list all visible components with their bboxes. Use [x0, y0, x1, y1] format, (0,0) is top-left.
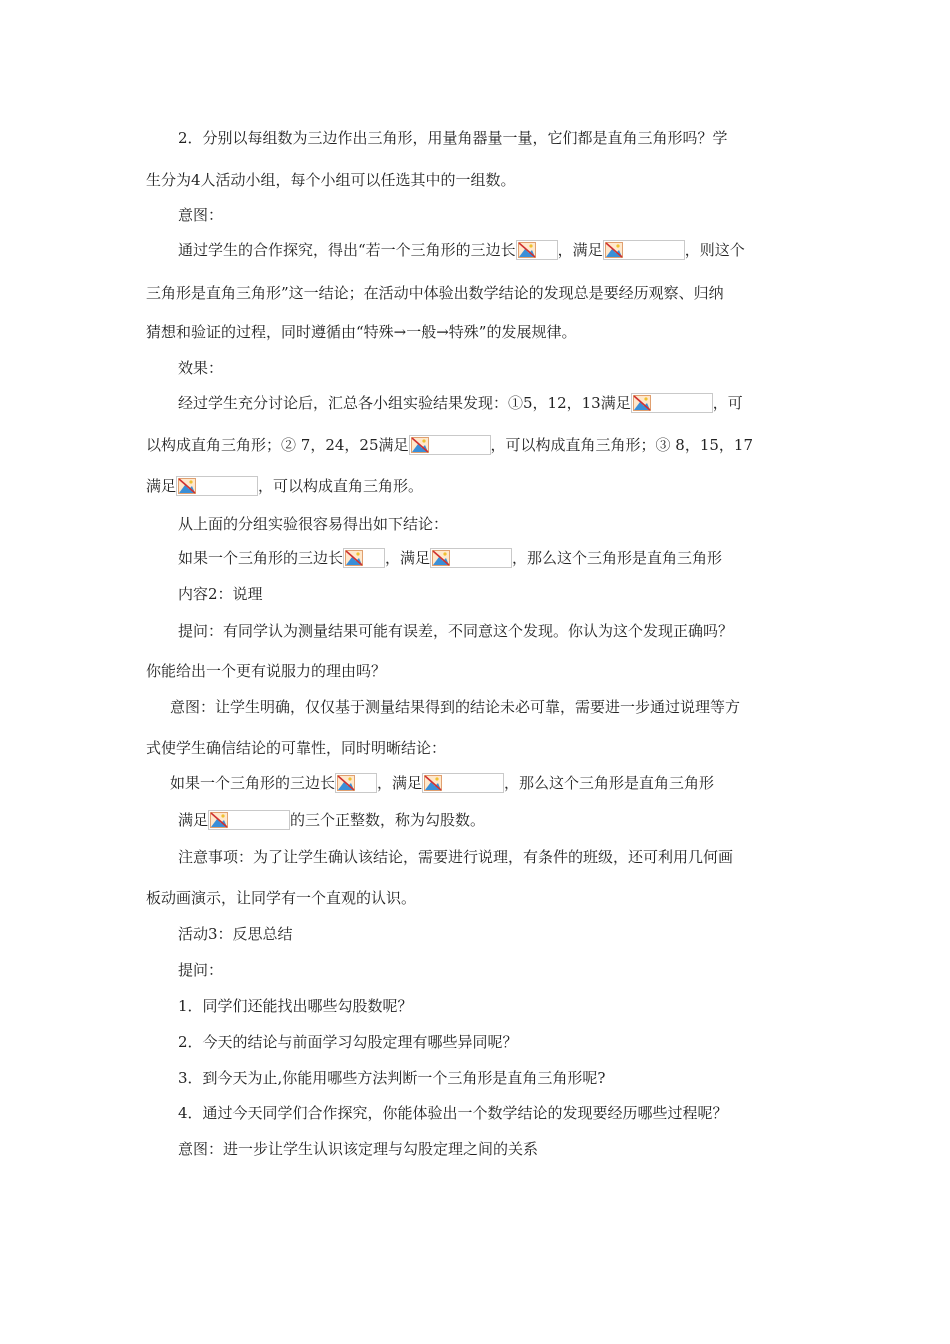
- paragraph-line: 经过学生充分讨论后，汇总各小组实验结果发现：①5，12，13满足 ，可: [178, 394, 743, 412]
- paragraph-line: 猜想和验证的过程，同时遵循由“特殊→一般→特殊”的发展规律。: [146, 323, 577, 341]
- paragraph-line: 通过学生的合作探究，得出“若一个三角形的三边长 ，满足 ，则这个: [178, 241, 745, 259]
- paragraph-line: 板动画演示，让同学有一个直观的认识。: [146, 889, 417, 907]
- paragraph-line: 如果一个三角形的三边长 ，满足 ，那么这个三角形是直角三角形: [178, 549, 723, 567]
- paragraph-line: 效果：: [178, 359, 224, 377]
- broken-image-icon: [335, 773, 377, 793]
- paragraph-line: 2．分别以每组数为三边作出三角形，用量角器量一量，它们都是直角三角形吗？学: [178, 129, 728, 147]
- paragraph-line: 意图：: [178, 206, 224, 224]
- broken-image-icon: [603, 240, 685, 260]
- paragraph-line: 2．今天的结论与前面学习勾股定理有哪些异同呢？: [178, 1033, 518, 1051]
- paragraph-line: 满足 ，可以构成直角三角形。: [146, 477, 424, 495]
- broken-image-icon: [430, 548, 512, 568]
- broken-image-icon: [422, 773, 504, 793]
- paragraph-line: 活动3：反思总结: [178, 925, 293, 943]
- paragraph-line: 4．通过今天同学们合作探究，你能体验出一个数学结论的发现要经历哪些过程呢？: [178, 1104, 728, 1122]
- broken-image-icon: [176, 476, 258, 496]
- broken-image-icon: [409, 435, 491, 455]
- paragraph-line: 3．到今天为止,你能用哪些方法判断一个三角形是直角三角形呢?: [178, 1069, 606, 1087]
- paragraph-line: 满足 的三个正整数，称为勾股数。: [178, 811, 486, 829]
- paragraph-line: 生分为4人活动小组，每个小组可以任选其中的一组数。: [146, 171, 516, 189]
- paragraph-line: 式使学生确信结论的可靠性，同时明晰结论：: [146, 739, 447, 757]
- paragraph-line: 1．同学们还能找出哪些勾股数呢？: [178, 997, 413, 1015]
- paragraph-line: 提问：: [178, 961, 224, 979]
- paragraph-line: 以构成直角三角形；② 7，24，25满足 ，可以构成直角三角形；③ 8，15，17: [146, 436, 753, 454]
- paragraph-line: 意图：让学生明确，仅仅基于测量结果得到的结论未必可靠，需要进一步通过说理等方: [170, 698, 741, 716]
- paragraph-line: 提问：有同学认为测量结果可能有误差，不同意这个发现。你认为这个发现正确吗？: [178, 622, 734, 640]
- paragraph-line: 注意事项：为了让学生确认该结论，需要进行说理，有条件的班级，还可利用几何画: [178, 848, 734, 866]
- broken-image-icon: [631, 393, 713, 413]
- broken-image-icon: [208, 810, 290, 830]
- broken-image-icon: [343, 548, 385, 568]
- paragraph-line: 你能给出一个更有说服力的理由吗？: [146, 662, 387, 680]
- paragraph-line: 三角形是直角三角形”这一结论；在活动中体验出数学结论的发现总是要经历观察、归纳: [146, 284, 724, 302]
- paragraph-line: 内容2：说理: [178, 585, 263, 603]
- broken-image-icon: [516, 240, 558, 260]
- paragraph-line: 如果一个三角形的三边长 ，满足 ，那么这个三角形是直角三角形: [170, 774, 715, 792]
- paragraph-line: 从上面的分组实验很容易得出如下结论：: [178, 515, 449, 533]
- paragraph-line: 意图：进一步让学生认识该定理与勾股定理之间的关系: [178, 1140, 539, 1158]
